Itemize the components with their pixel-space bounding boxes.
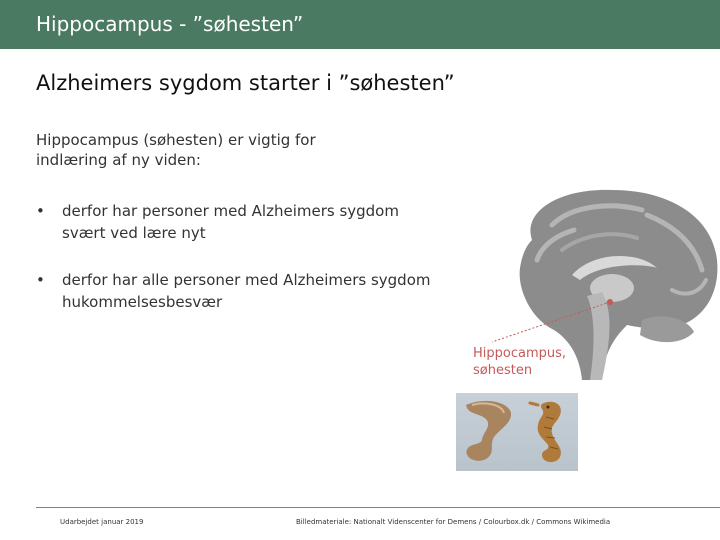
footer-date: Udarbejdet januar 2019 — [60, 518, 144, 526]
slide-title: Hippocampus - ”søhesten” — [36, 12, 304, 36]
slide-heading: Alzheimers sygdom starter i ”søhesten” — [36, 71, 455, 95]
title-bar — [0, 0, 720, 49]
label-line-1: Hippocampus, — [473, 346, 567, 361]
bullet-text: derfor har alle personer med Alzheimers sygdom hukommelsesbesvær — [62, 271, 431, 311]
hippocampus-label — [473, 345, 566, 379]
bullet-item — [36, 269, 436, 313]
bullet-text: derfor har personer med Alzheimers sygdom svært ved lære nyt — [62, 202, 399, 242]
intro-text: Hippocampus (søhesten) er vigtig for indlæring af ny viden: — [36, 131, 316, 169]
bullet-marker: • — [36, 271, 45, 289]
hippocampus-seahorse-photo — [456, 393, 578, 471]
footer-credits: Billedmateriale: Nationalt Videnscenter for Demens / Colourbox.dk / Commons Wikimedia — [296, 518, 611, 526]
bullet-marker: • — [36, 202, 45, 220]
bullet-item — [36, 200, 436, 244]
seahorse-icon — [456, 393, 578, 471]
bullet-list — [36, 200, 436, 338]
footer-divider — [36, 507, 720, 508]
label-line-2: søhesten — [473, 363, 533, 378]
